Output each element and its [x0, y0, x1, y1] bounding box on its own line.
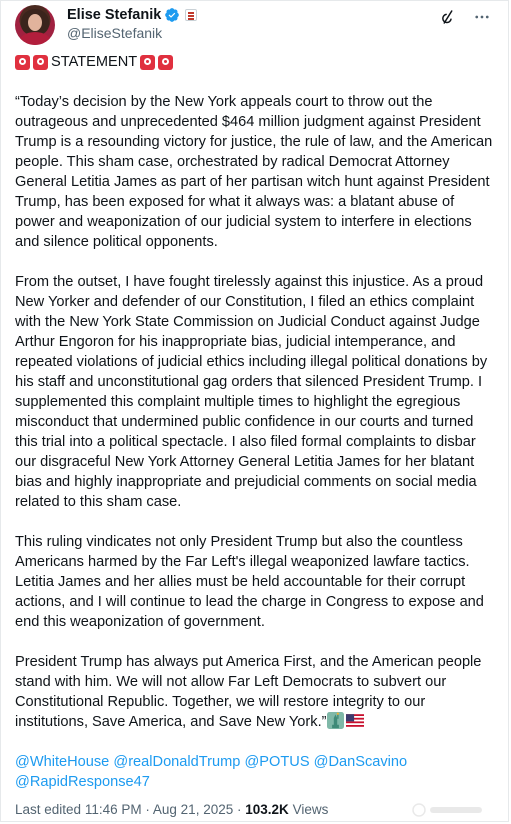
author-handle[interactable]: @EliseStefanik [67, 25, 163, 41]
views-label: Views [292, 802, 329, 817]
headline-text: STATEMENT [51, 54, 138, 70]
paragraph-final [15, 652, 497, 732]
mention-link[interactable]: @RapidResponse47 [15, 774, 150, 790]
timestamp-date[interactable]: Aug 21, 2025 [152, 802, 234, 817]
statue-of-liberty-emoji [327, 712, 344, 729]
author-name[interactable]: Elise Stefanik [67, 7, 162, 23]
police-light-emoji [140, 55, 155, 70]
mention-link[interactable]: @POTUS [244, 754, 310, 770]
police-light-emoji [158, 55, 173, 70]
police-light-emoji [33, 55, 48, 70]
us-flag-emoji [346, 714, 364, 727]
author-name-row [67, 5, 197, 25]
paragraph: This ruling vindicates not only President Trump but also the countless Americans harmed by the Far Left's illegal weaponized lawfare tactics. Letitia James and her allies must be held accountable for their corrupt actions, and I will continue to lead the charge in Congress to expose and end this weaponization of government. [15, 534, 484, 630]
mention-link[interactable]: @WhiteHouse [15, 754, 110, 770]
grok-icon [439, 8, 457, 26]
meta-separator: · [145, 802, 150, 817]
tweet-header [15, 5, 494, 45]
more-icon [473, 8, 491, 26]
meta-separator: · [237, 802, 242, 817]
avatar[interactable] [15, 5, 55, 45]
paragraph: From the outset, I have fought tirelessly against this injustice. As a proud New Yorker and defender of our Constitution, I filed an ethics complaint with the New York State Commission on Judicial Conduct against Judge Arthur Engoron for his inappropriate bias, judicial intemperance, and repeated violations of judicial ethics including illegal political donations by his staff and unconstitutional gag orders that silenced President Trump. I supplemented this complaint multiple times to highlight the egregious misconduct that undermined public confidence in our courts and turned this trial into a political spectacle. I also filed formal complaints to disbar our disgraceful New York Attorney General Letitia James for her blatant bias and highly inappropriate and prejudicial comments on social media related to this sham case. [15, 274, 488, 510]
police-light-emoji [15, 55, 30, 70]
paragraph-final-text: President Trump has always put America First, and the American people stand with him. We will not allow Far Left Democrats to subvert our Constitutional Republic. Together, we will restore integrity to our institutions, Save America, and Save New York.” [15, 654, 482, 730]
grok-button[interactable] [438, 7, 458, 27]
views-count: 103.2K [245, 802, 289, 817]
mention-link[interactable]: @realDonaldTrump [113, 754, 241, 770]
mention-link[interactable]: @DanScavino [313, 754, 408, 770]
mentions [15, 752, 497, 792]
government-affiliation-icon [185, 9, 197, 21]
tweet-text [15, 50, 497, 820]
header-actions [438, 7, 492, 27]
statement-headline [15, 50, 497, 74]
edit-history-link[interactable]: Last edited [15, 802, 82, 817]
more-button[interactable] [472, 7, 492, 27]
watermark-logo [412, 803, 486, 817]
timestamp-time[interactable]: 11:46 PM [84, 802, 142, 817]
verified-badge-icon [164, 7, 180, 23]
paragraph: “Today’s decision by the New York appeals court to throw out the outrageous and unprecedented $464 million judgment against President Trump is a resounding victory for justice, the rule of law, and the American people. This sham case, orchestrated by radical Democrat Attorney General Letitia James as part of her partisan witch hunt against President Trump, has been exposed for what it always was: a blatant abuse of power and weaponization of our judicial system to interfere in elections and silence political opponents. [15, 94, 493, 250]
